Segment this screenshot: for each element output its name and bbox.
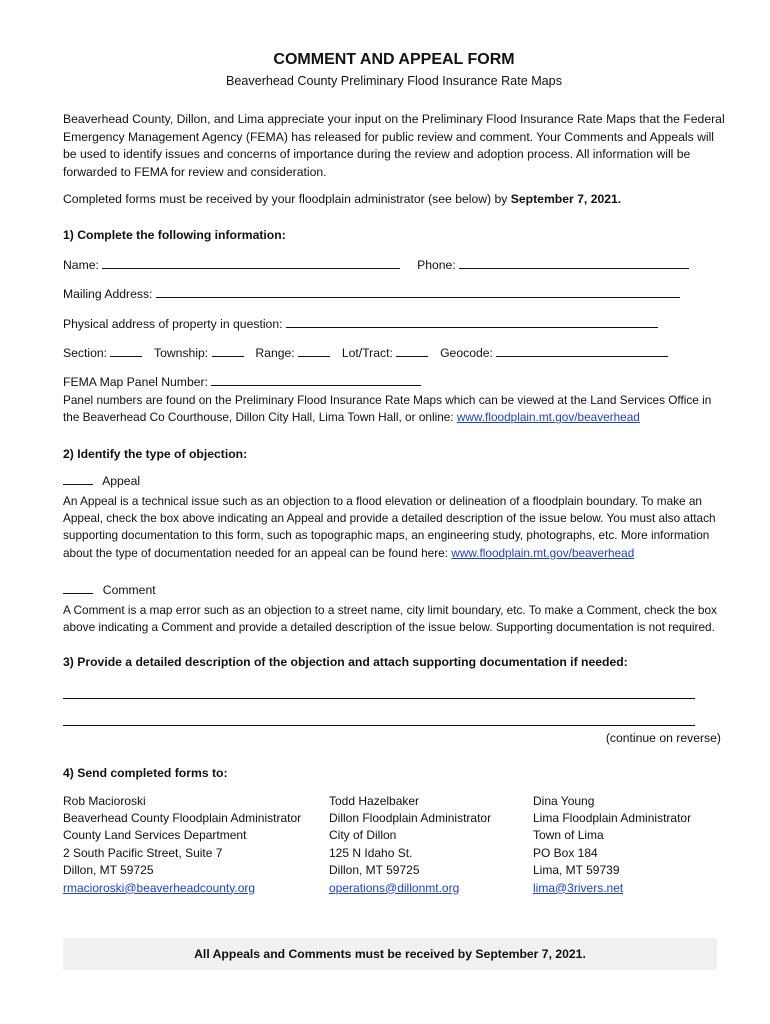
contact-address: 125 N Idaho St. xyxy=(329,845,413,860)
range-label: Range: xyxy=(255,346,295,361)
comment-checkbox[interactable] xyxy=(63,580,93,594)
mailing-label: Mailing Address: xyxy=(63,287,153,302)
comment-description: A Comment is a map error such as an objection to a street name, city limit boundary, etc. To make a Comment, check the box above indicating a Comment and provide a detailed description of the issue below. Supporting documentation is not required. xyxy=(63,602,717,634)
name-field[interactable] xyxy=(102,255,400,269)
geocode-label: Geocode: xyxy=(440,346,493,361)
continue-note: (continue on reverse) xyxy=(605,730,721,745)
section-label: Section: xyxy=(63,346,108,361)
physical-address-field[interactable] xyxy=(286,314,658,328)
contact-email[interactable]: operations@dillonmt.org xyxy=(329,880,460,895)
appeal-label: Appeal xyxy=(102,474,141,489)
contact-org: City of Dillon xyxy=(329,828,397,843)
section2-heading: 2) Identify the type of objection: xyxy=(63,446,248,461)
appeal-description-text: An Appeal is a technical issue such as an objection to a flood elevation or delineation of a floodplain boundary. To make an Appeal, check the box above indicating an Appeal and provide a detailed description of the issue below. You must also attach supporting documentation to this form, such as topographic maps, an engineering study, photographs, etc. More information about the type of documentation needed for an appeal can be found here: xyxy=(63,493,716,560)
panel-note-text: Panel numbers are found on the Preliminary Flood Insurance Rate Maps which can be viewed at the Land Services Office in the Beaverhead Co Courthouse, Dillon City Hall, Lima Town Hall, or online: xyxy=(63,392,712,425)
section3-heading: 3) Provide a detailed description of the objection and attach supporting documentation if needed: xyxy=(63,655,628,670)
contacts-list xyxy=(63,793,725,897)
contact-city: Dillon, MT 59725 xyxy=(329,863,420,878)
form-page xyxy=(63,50,725,897)
appeal-description xyxy=(63,493,725,563)
contact-name: Dina Young xyxy=(533,793,595,808)
panel-label: FEMA Map Panel Number: xyxy=(63,375,208,390)
lot-label: Lot/Tract: xyxy=(341,346,393,361)
mailing-row xyxy=(63,284,725,303)
name-phone-row xyxy=(63,255,725,274)
lot-field[interactable] xyxy=(396,343,428,357)
appeal-option xyxy=(63,471,725,490)
panel-link[interactable]: www.floodplain.mt.gov/beaverhead xyxy=(456,410,640,425)
intro-paragraph: Beaverhead County, Dillon, and Lima appreciate your input on the Preliminary Flood Insurance Rate Maps that the Federal Emergency Management Agency (FEMA) has released for public review and comment. Your Comments and Appeals will be used to identify issues and concerns of importance during the review and adoption process. All information will be forwarded to FEMA for review and consideration. xyxy=(63,112,725,179)
appeal-link[interactable]: www.floodplain.mt.gov/beaverhead xyxy=(451,545,635,560)
contact-address: 2 South Pacific Street, Suite 7 xyxy=(63,845,223,860)
deadline-date: September 7, 2021. xyxy=(510,192,622,207)
contact-address: PO Box 184 xyxy=(533,845,598,860)
township-label: Township: xyxy=(154,346,209,361)
page-subtitle: Beaverhead County Preliminary Flood Insurance Rate Maps xyxy=(225,74,562,88)
name-label: Name: xyxy=(63,257,99,272)
mailing-address-field[interactable] xyxy=(156,284,680,298)
deadline-prefix: Completed forms must be received by your floodplain administrator (see below) by xyxy=(63,192,511,207)
contact-org: Town of Lima xyxy=(533,828,604,843)
contact-city: Lima, MT 59739 xyxy=(533,863,620,878)
contact-title: Dillon Floodplain Administrator xyxy=(329,810,492,825)
appeal-checkbox[interactable] xyxy=(63,471,93,485)
contact-org: County Land Services Department xyxy=(63,828,247,843)
panel-row xyxy=(63,372,725,391)
physical-row xyxy=(63,314,725,333)
contact-name: Rob Macioroski xyxy=(63,793,146,808)
phone-field[interactable] xyxy=(459,255,689,269)
panel-note xyxy=(63,392,725,427)
section1-heading: 1) Complete the following information: xyxy=(63,228,286,243)
contact-county xyxy=(63,793,329,897)
footer-notice: All Appeals and Comments must be received by September 7, 2021. xyxy=(63,938,717,970)
panel-number-field[interactable] xyxy=(211,372,421,386)
contact-title: Lima Floodplain Administrator xyxy=(533,810,692,825)
contact-dillon xyxy=(329,793,533,897)
range-field[interactable] xyxy=(298,343,330,357)
deadline-sentence xyxy=(63,191,725,208)
geocode-field[interactable] xyxy=(496,343,668,357)
page-title: COMMENT AND APPEAL FORM xyxy=(273,51,515,68)
comment-option xyxy=(63,580,725,599)
contact-title: Beaverhead County Floodplain Administrator xyxy=(63,810,302,825)
section-field[interactable] xyxy=(110,343,142,357)
contact-lima xyxy=(533,793,723,897)
physical-label: Physical address of property in question: xyxy=(63,316,283,331)
contact-email[interactable]: lima@3rivers.net xyxy=(533,880,624,895)
comment-label: Comment xyxy=(102,583,156,598)
legal-description-row xyxy=(63,343,725,362)
description-line-1[interactable] xyxy=(63,678,695,699)
section4-heading: 4) Send completed forms to: xyxy=(63,766,228,781)
township-field[interactable] xyxy=(212,343,244,357)
contact-email[interactable]: rmacioroski@beaverheadcounty.org xyxy=(63,880,256,895)
contact-name: Todd Hazelbaker xyxy=(329,793,420,808)
description-line-2[interactable] xyxy=(63,705,695,726)
phone-label: Phone: xyxy=(417,257,456,272)
contact-city: Dillon, MT 59725 xyxy=(63,863,154,878)
